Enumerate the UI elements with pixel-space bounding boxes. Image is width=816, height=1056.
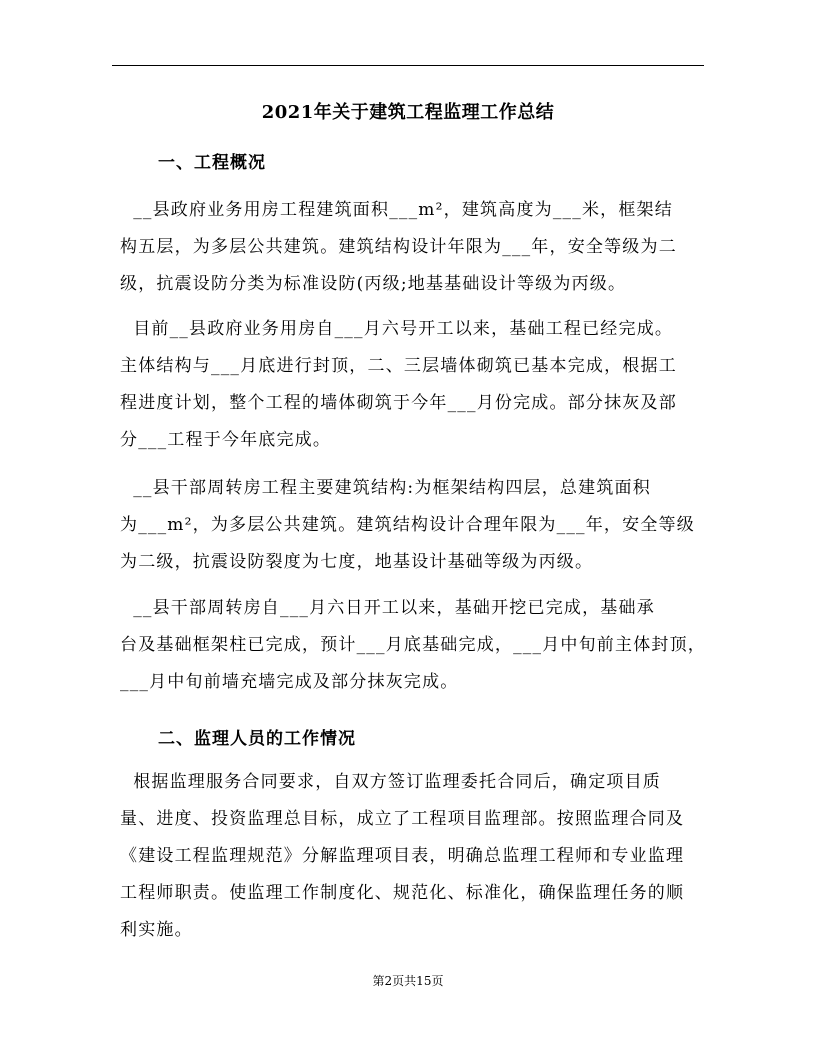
paragraph-overview-4 (120, 590, 710, 701)
text-line: 为二级，抗震设防裂度为七度，地基设计基础等级为丙级。 (120, 552, 594, 572)
text-line: 为___m²，为多层公共建筑。建筑结构设计合理年限为___年，安全等级 (120, 515, 695, 535)
text-line: __县政府业务用房工程建筑面积___m²，建筑高度为___米，框架结 (120, 200, 673, 220)
section-heading-staff-work: 二、监理人员的工作情况 (158, 729, 356, 749)
text-line: __县干部周转房自___月六日开工以来，基础开挖已完成，基础承 (120, 598, 655, 618)
text-line: 程进度计划，整个工程的墙体砌筑于今年___月份完成。部分抹灰及部 (120, 393, 677, 413)
text-line: 台及基础框架柱已完成，预计___月底基础完成，___月中旬前主体封顶， (120, 635, 706, 655)
text-line: 分___工程于今年底完成。 (120, 430, 332, 450)
paragraph-overview-1 (120, 192, 710, 303)
text-line: 利实施。 (120, 920, 193, 940)
text-line: 量、进度、投资监理总目标，成立了工程项目监理部。按照监理合同及 (120, 809, 685, 829)
header-rule (112, 65, 704, 66)
document-title: 2021年关于建筑工程监理工作总结 (261, 102, 555, 123)
text-line: 构五层，为多层公共建筑。建筑结构设计年限为___年，安全等级为二 (120, 237, 677, 257)
paragraph-overview-3 (120, 470, 710, 581)
page-footer: 第2页共15页 (372, 974, 444, 988)
text-line: 根据监理服务合同要求，自双方签订监理委托合同后，确定项目质 (120, 772, 662, 792)
text-line: __县干部周转房工程主要建筑结构:为框架结构四层，总建筑面积 (120, 478, 651, 498)
paragraph-staff-work-1 (120, 764, 710, 949)
text-line: 级，抗震设防分类为标准设防(丙级;地基基础设计等级为丙级。 (120, 274, 627, 294)
text-line: 主体结构与___月底进行封顶，二、三层墙体砌筑已基本完成，根据工 (120, 356, 677, 376)
section-heading-overview: 一、工程概况 (158, 153, 266, 173)
text-line: ___月中旬前墙充墙完成及部分抹灰完成。 (120, 672, 459, 692)
paragraph-overview-2 (120, 311, 710, 459)
text-line: 目前__县政府业务用房自___月六号开工以来，基础工程已经完成。 (120, 319, 674, 339)
text-line: 工程师职责。使监理工作制度化、规范化、标准化，确保监理任务的顺 (120, 883, 685, 903)
text-line: 《建设工程监理规范》分解监理项目表，明确总监理工程师和专业监理 (120, 846, 685, 866)
